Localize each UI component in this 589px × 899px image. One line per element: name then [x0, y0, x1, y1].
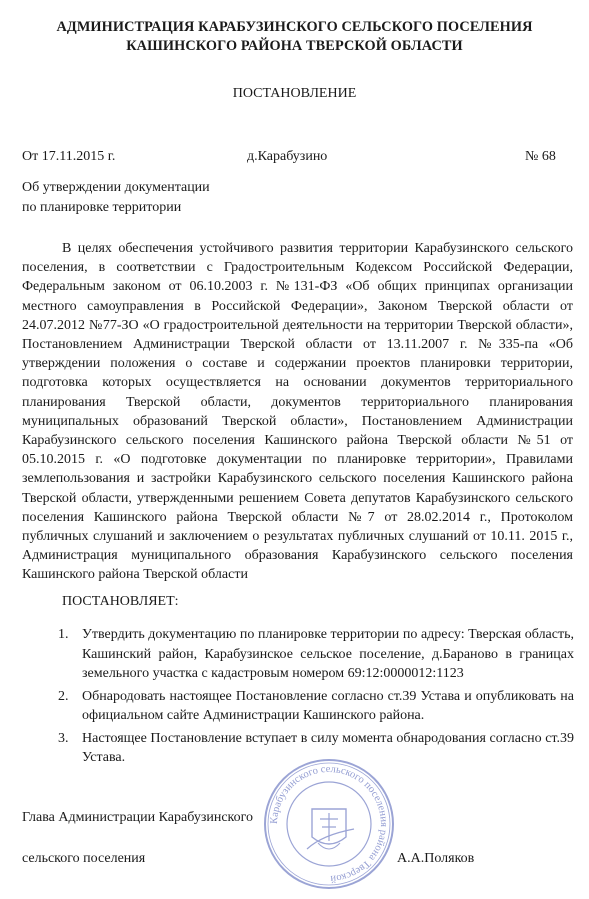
header-line-2: КАШИНСКОГО РАЙОНА ТВЕРСКОЙ ОБЛАСТИ [126, 38, 463, 54]
document-date: От 17.11.2015 г. [22, 149, 116, 164]
signature-title-line-2: сельского поселения [22, 851, 146, 866]
resolves-heading: ПОСТАНОВЛЯЕТ: [62, 594, 179, 609]
list-item-text: Обнародовать настоящее Постановление согласно ст.39 Устава и опубликовать на официальном сайте Администрации Кашинского района. [82, 688, 574, 723]
list-item-text: Утвердить документацию по планировке территории по адресу: Тверская область, Кашинский район, Карабузинское сельское поселение, д.Бараново в границах земельного участка с кадастровым номером 69:12:0000012:1123 [82, 627, 574, 681]
signatory-name: А.А.Поляков [397, 851, 475, 866]
preamble-paragraph: В целях обеспечения устойчивого развития территории Карабузинского сельского поселения, в соответствии с Градостроительным Кодексом Российской Федерации, Федеральным законом от 06.10.2003 г. №131-ФЗ «Об общих принципах организации местного самоуправления в Российской Федерации», Законом Тверской области от 24.07.2012 №77-ЗО «О градостроительной деятельности на территории Тверской области», Постановлением Администрации Тверской области от 13.11.2007 г. №335-па «Об утверждении положения о составе и содержании проектов планировки территории, подготовка которых осуществляется на основании документов территориального планирования Тверской области, документов территориального планирования муниципальных образований Тверской области», Постановлением Администрации Карабузинского сельского поселения Кашинского района Тверской области №51 от 05.10.2015 г. «О подготовке документации по планировке территории», Правилами землепользования и застройки Карабузинского сельского поселения Кашинского района Тверской области, утвержденными решением Совета депутатов Карабузинского сельского поселения Кашинского района Тверской области №7 от 28.02.2014 г., Протоколом публичных слушаний и заключением о результатах публичных слушаний от 10.11. 2015 г., Администрация муниципального образования Карабузинского сельского поселения Кашинского района Тверской области [22, 241, 573, 583]
document-number: № 68 [525, 149, 556, 164]
resolution-list [58, 625, 574, 771]
document-header [0, 18, 589, 56]
official-seal [262, 757, 396, 891]
seal-ring-text: Карабузинского сельского поселения района Тверской [268, 763, 390, 885]
list-item [58, 687, 574, 726]
subject-line-2: по планировке территории [22, 200, 182, 215]
document-subject [22, 178, 210, 218]
list-item-text: Настоящее Постановление вступает в силу момента обнародования согласно ст.39 Устава. [82, 730, 574, 765]
list-item-number: 2. [58, 688, 69, 704]
document-place: д.Карабузино [247, 149, 328, 164]
list-item-number: 3. [58, 730, 69, 746]
list-item-number: 1. [58, 627, 69, 642]
signature-title-line-1: Глава Администрации Карабузинского [22, 810, 254, 825]
list-item [58, 625, 574, 684]
subject-line-1: Об утверждении документации [22, 180, 210, 195]
header-line-1: АДМИНИСТРАЦИЯ КАРАБУЗИНСКОГО СЕЛЬСКОГО ПОСЕЛЕНИЯ [56, 19, 533, 35]
document-type: ПОСТАНОВЛЕНИЕ [232, 86, 357, 101]
